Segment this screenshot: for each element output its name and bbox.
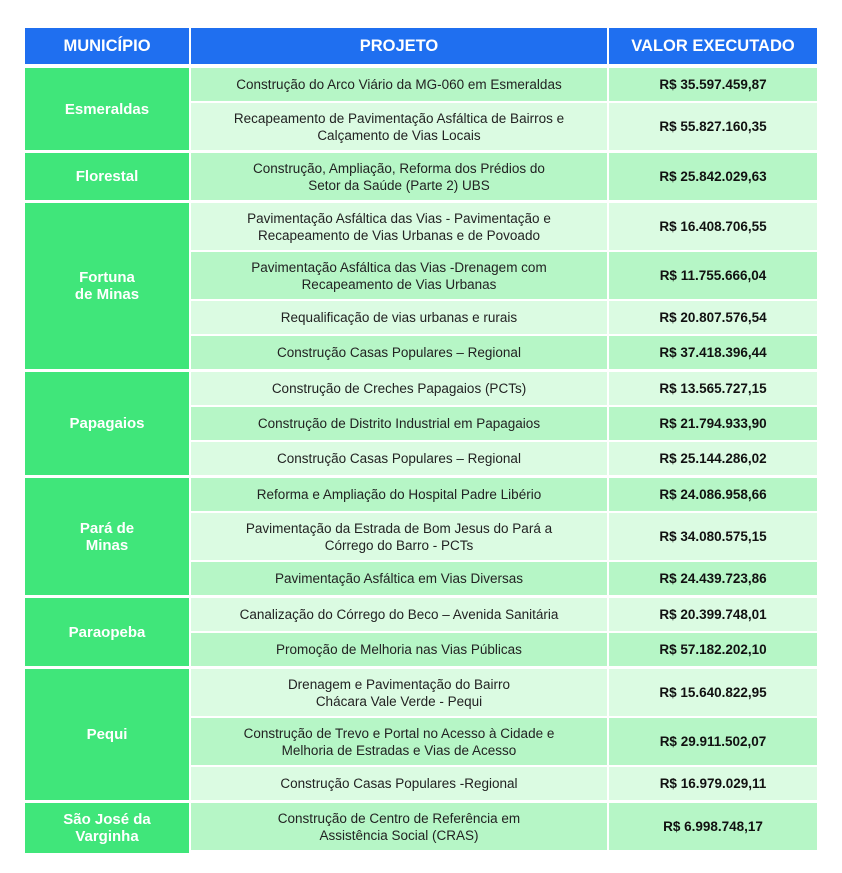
projeto-cell bbox=[191, 68, 609, 103]
table-row bbox=[25, 669, 817, 718]
valor-executado-cell: R$ 15.640.822,95 bbox=[609, 669, 817, 718]
projeto-text: Córrego do Barro - PCTs bbox=[324, 537, 474, 553]
projeto-text: Recapeamento de Vias Urbanas bbox=[301, 276, 497, 292]
municipio-name: Esmeraldas bbox=[64, 100, 150, 118]
valor-executado-cell: R$ 21.794.933,90 bbox=[609, 407, 817, 442]
valor-executado-cell: R$ 6.998.748,17 bbox=[609, 803, 817, 853]
projeto-cell bbox=[191, 252, 609, 301]
projeto-text: Recapeamento de Pavimentação Asfáltica de Bairros e bbox=[233, 110, 565, 126]
header-municipio: MUNICÍPIO bbox=[25, 28, 191, 68]
projeto-cell bbox=[191, 633, 609, 669]
valor-executado-cell: R$ 20.807.576,54 bbox=[609, 301, 817, 336]
table-header-row bbox=[25, 28, 817, 68]
projeto-text: Drenagem e Pavimentação do Bairro bbox=[287, 676, 511, 692]
projeto-cell bbox=[191, 153, 609, 203]
municipio-name: Papagaios bbox=[69, 415, 145, 432]
projeto-text: Assistência Social (CRAS) bbox=[319, 827, 479, 843]
header-projeto: PROJETO bbox=[191, 28, 609, 68]
municipio-cell bbox=[25, 598, 191, 669]
municipios-projects-table bbox=[25, 28, 817, 853]
valor-executado-cell: R$ 11.755.666,04 bbox=[609, 252, 817, 301]
projeto-cell bbox=[191, 372, 609, 407]
projeto-text: Construção Casas Populares – Regional bbox=[277, 345, 521, 360]
valor-executado-cell: R$ 20.399.748,01 bbox=[609, 598, 817, 633]
table-row bbox=[25, 68, 817, 103]
table-row bbox=[25, 372, 817, 407]
projeto-cell bbox=[191, 669, 609, 718]
projeto-text: Pavimentação Asfáltica em Vias Diversas bbox=[274, 571, 524, 586]
projeto-text: Construção de Centro de Referência em bbox=[277, 810, 521, 826]
municipio-cell bbox=[25, 803, 191, 853]
projeto-text: Pavimentação Asfáltica das Vias - Pavimentação e bbox=[247, 210, 551, 226]
projeto-cell bbox=[191, 407, 609, 442]
valor-executado-cell: R$ 57.182.202,10 bbox=[609, 633, 817, 669]
projeto-cell bbox=[191, 203, 609, 252]
projeto-cell bbox=[191, 513, 609, 562]
table-row bbox=[25, 203, 817, 252]
valor-executado-cell: R$ 34.080.575,15 bbox=[609, 513, 817, 562]
municipio-cell bbox=[25, 669, 191, 803]
projeto-text: Calçamento de Vias Locais bbox=[317, 127, 481, 143]
valor-executado-cell: R$ 24.086.958,66 bbox=[609, 478, 817, 513]
projeto-text: Construção de Distrito Industrial em Papagaios bbox=[257, 416, 541, 431]
municipio-name: Fortuna bbox=[79, 269, 135, 286]
municipio-name: Florestal bbox=[75, 168, 139, 185]
projeto-text: Canalização do Córrego do Beco – Avenida Sanitária bbox=[239, 607, 559, 622]
table-row bbox=[25, 478, 817, 513]
projeto-cell bbox=[191, 562, 609, 598]
municipios-table-container bbox=[25, 28, 817, 853]
municipio-name: Paraopeba bbox=[68, 623, 146, 641]
municipio-cell bbox=[25, 478, 191, 598]
municipio-name: São José da bbox=[63, 811, 151, 828]
municipio-name: de Minas bbox=[74, 286, 140, 303]
valor-executado-cell: R$ 16.408.706,55 bbox=[609, 203, 817, 252]
projeto-text: Construção de Creches Papagaios (PCTs) bbox=[271, 381, 527, 396]
projeto-text: Construção do Arco Viário da MG-060 em Esmeraldas bbox=[236, 77, 562, 92]
projeto-text: Requalificação de vias urbanas e rurais bbox=[280, 310, 518, 325]
projeto-text: Construção, Ampliação, Reforma dos Prédios do bbox=[253, 160, 545, 176]
valor-executado-cell: R$ 35.597.459,87 bbox=[609, 68, 817, 103]
valor-executado-cell: R$ 37.418.396,44 bbox=[609, 336, 817, 372]
table-row bbox=[25, 598, 817, 633]
projeto-text: Chácara Vale Verde - Pequi bbox=[315, 693, 483, 709]
projeto-text: Construção Casas Populares – Regional bbox=[277, 451, 521, 466]
projeto-text: Pavimentação Asfáltica das Vias -Drenagem com bbox=[251, 259, 547, 275]
projeto-text: Construção de Trevo e Portal no Acesso à Cidade e bbox=[243, 725, 555, 741]
projeto-text: Recapeamento de Vias Urbanas e de Povoado bbox=[258, 227, 540, 243]
projeto-cell bbox=[191, 103, 609, 153]
municipio-name: Varginha bbox=[75, 828, 139, 845]
table-row bbox=[25, 803, 817, 853]
projeto-cell bbox=[191, 767, 609, 803]
projeto-text: Pavimentação da Estrada de Bom Jesus do Pará a bbox=[245, 520, 553, 536]
municipio-name: Pequi bbox=[86, 726, 128, 743]
municipio-cell bbox=[25, 203, 191, 372]
valor-executado-cell: R$ 25.842.029,63 bbox=[609, 153, 817, 203]
table-row bbox=[25, 153, 817, 203]
table-body bbox=[25, 68, 817, 853]
projeto-cell bbox=[191, 598, 609, 633]
header-valor-executado: VALOR EXECUTADO bbox=[609, 28, 817, 68]
projeto-cell bbox=[191, 301, 609, 336]
valor-executado-cell: R$ 13.565.727,15 bbox=[609, 372, 817, 407]
projeto-cell bbox=[191, 478, 609, 513]
valor-executado-cell: R$ 25.144.286,02 bbox=[609, 442, 817, 478]
municipio-cell bbox=[25, 372, 191, 478]
projeto-cell bbox=[191, 336, 609, 372]
projeto-cell bbox=[191, 442, 609, 478]
projeto-cell bbox=[191, 718, 609, 767]
projeto-text: Setor da Saúde (Parte 2) UBS bbox=[308, 177, 490, 193]
projeto-cell bbox=[191, 803, 609, 853]
projeto-text: Reforma e Ampliação do Hospital Padre Libério bbox=[256, 487, 542, 502]
projeto-text: Melhoria de Estradas e Vias de Acesso bbox=[281, 742, 517, 758]
municipio-name: Minas bbox=[85, 536, 129, 554]
valor-executado-cell: R$ 16.979.029,11 bbox=[609, 767, 817, 803]
projeto-text: Construção Casas Populares -Regional bbox=[280, 776, 518, 791]
municipio-cell bbox=[25, 68, 191, 153]
municipio-name: Pará de bbox=[79, 519, 135, 537]
projeto-text: Promoção de Melhoria nas Vias Públicas bbox=[276, 642, 522, 657]
valor-executado-cell: R$ 55.827.160,35 bbox=[609, 103, 817, 153]
valor-executado-cell: R$ 29.911.502,07 bbox=[609, 718, 817, 767]
valor-executado-cell: R$ 24.439.723,86 bbox=[609, 562, 817, 598]
municipio-cell bbox=[25, 153, 191, 203]
